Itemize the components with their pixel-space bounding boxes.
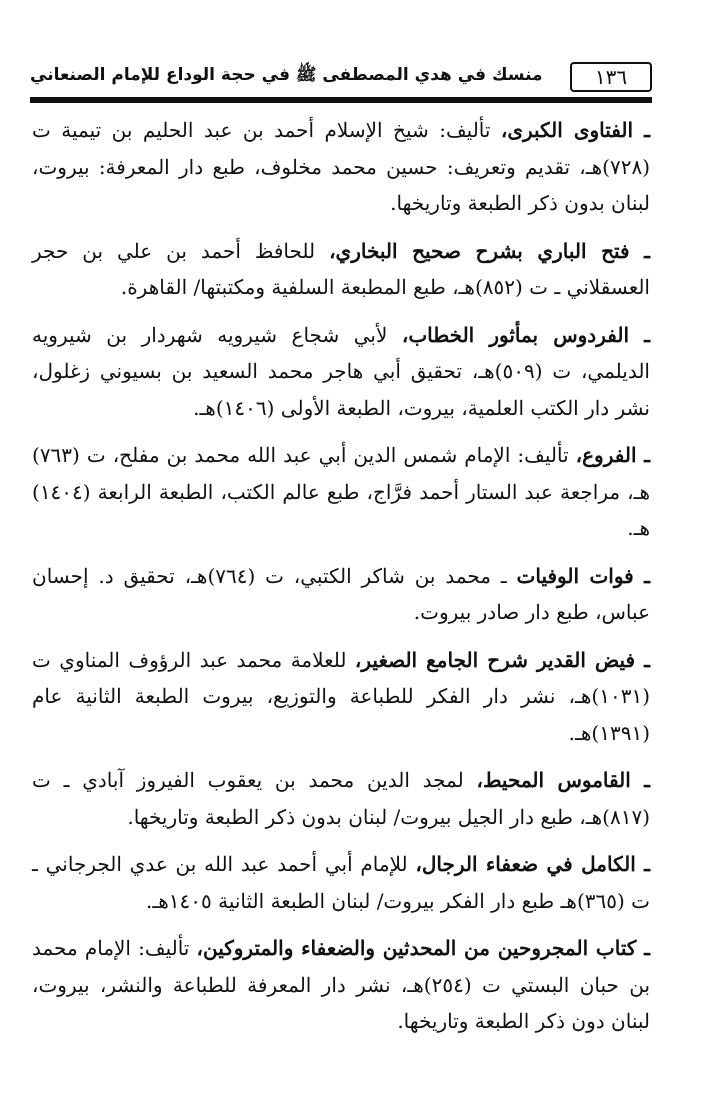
running-title: منسك في هدي المصطفى ﷺ في حجة الوداع للإمام الصنعاني	[30, 65, 543, 85]
page-number: ١٣٦	[570, 62, 652, 92]
bibliography-entry	[32, 558, 650, 631]
entry-title: ـ فيض القدير شرح الجامع الصغير،	[354, 647, 650, 672]
page-header	[30, 58, 652, 92]
entry-text: لأبي شجاع شيرويه شهردار بن شيرويه الديلمي، ت (٥٠٩)هـ، تحقيق أبي هاجر محمد السعيد بن بسيوني زغلول، نشر دار الكتب العلمية، بيروت، الطبعة الأولى (١٤٠٦)هـ.	[32, 322, 650, 420]
entry-title: ـ القاموس المحيط،	[476, 768, 651, 792]
entry-title: ـ كتاب المجروحين من المحدثين والضعفاء والمتروكين،	[196, 936, 650, 960]
bibliography-entry	[32, 437, 650, 547]
entry-title: ـ فوات الوفيات	[516, 563, 651, 588]
entry-text: ـ محمد بن شاكر الكتبي، ت (٧٦٤)هـ، تحقيق د. إحسان عباس، طبع دار صادر بيروت.	[32, 563, 650, 624]
bibliography-entry	[32, 233, 650, 306]
bibliography-entry	[32, 112, 650, 222]
entry-text: للحافظ أحمد بن علي بن حجر العسقلاني ـ ت (٨٥٢)هـ، طبع المطبعة السلفية ومكتبتها/ القاهرة.	[32, 238, 650, 299]
header-rule	[30, 97, 652, 103]
bibliography-entry	[32, 930, 650, 1040]
entry-title: ـ الفتاوى الكبرى،	[500, 118, 650, 142]
bibliography-entry	[32, 642, 650, 752]
entry-title: ـ الكامل في ضعفاء الرجال،	[415, 852, 650, 876]
entry-text: تأليف: شيخ الإسلام أحمد بن عبد الحليم بن تيمية ت (٧٢٨)هـ، تقديم وتعريف: حسين محمد مخلوف، طبع دار المعرفة: بيروت، لبنان بدون ذكر الطبعة وتاريخها.	[32, 118, 650, 215]
bibliography-entry	[32, 762, 650, 835]
bibliography-list	[32, 112, 650, 1051]
entry-text: للإمام أبي أحمد عبد الله بن عدي الجرجاني ـ ت (٣٦٥)هـ طبع دار الفكر بيروت/ لبنان الطبعة الثانية ١٤٠٥هـ.	[32, 852, 650, 913]
entry-title: ـ الفروع،	[575, 443, 651, 467]
bibliography-entry	[32, 846, 650, 919]
entry-title: ـ فتح الباري بشرح صحيح البخاري،	[329, 238, 650, 263]
entry-text: للعلامة محمد عبد الرؤوف المناوي ت (١٠٣١)هـ، نشر دار الفكر للطباعة والتوزيع، بيروت الطبعة الثانية عام (١٣٩١)هـ.	[32, 647, 650, 745]
entry-title: ـ الفردوس بمأثور الخطاب،	[401, 322, 650, 347]
entry-text: تأليف: الإمام شمس الدين أبي عبد الله محمد بن مفلح، ت (٧٦٣) هـ، مراجعة عبد الستار أحمد فرَّاج، طبع عالم الكتب، الطبعة الرابعة (١٤٠٤) هـ.	[32, 443, 651, 540]
bibliography-entry	[32, 317, 650, 427]
entry-text: لمجد الدين محمد بن يعقوب الفيروز آبادي ـ ت (٨١٧)هـ، طبع دار الجيل بيروت/ لبنان بدون ذكر الطبعة وتاريخها.	[32, 768, 650, 829]
entry-text: تأليف: الإمام محمد بن حبان البستي ت (٢٥٤)هـ، نشر دار المعرفة للطباعة والنشر، بيروت، لبنان دون ذكر الطبعة وتاريخها.	[32, 936, 651, 1033]
